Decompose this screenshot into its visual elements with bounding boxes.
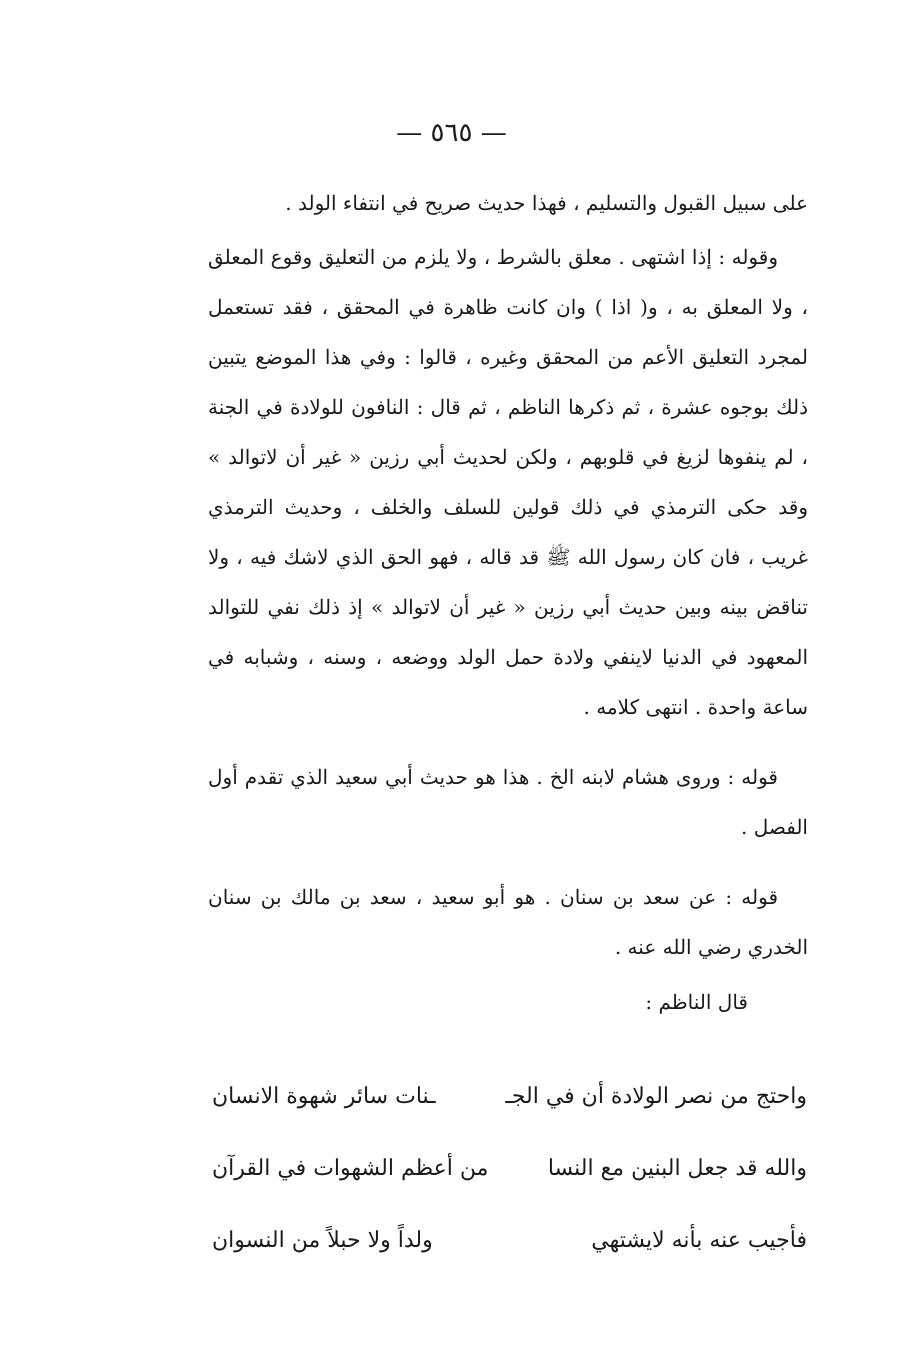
paragraph: قوله : عن سعد بن سنان . هو أبو سعيد ، سعد بن مالك بن سنان الخدري رضي الله عنه . [208,885,808,959]
verse-first-hemistich: والله قد جعل البنين مع النسا [547,1155,807,1181]
commentary-body [208,178,808,992]
verse-line [212,1132,807,1204]
poet-label: قال الناظم : [645,990,748,1014]
paragraph: على سبيل القبول والتسليم ، فهذا حديث صريح في انتفاء الولد . [285,191,808,215]
verse-first-hemistich: فأجيب عنه بأنه لايشتهي [591,1227,807,1253]
page-number: — ٥٦٥ — [396,118,507,148]
paragraph: قوله : وروى هشام لابنه الخ . هذا هو حديث أبي سعيد الذي تقدم أول الفصل . [208,765,808,839]
paragraph: وقوله : إذا اشتهى . معلق بالشرط ، ولا يلزم من التعليق وقوع المعلق ، ولا المعلق به ، و( اذا ) وان كانت ظاهرة في المحقق ، فقد تستعمل لمجرد التعليق الأعم من المحقق وغيره ، قالوا : وفي هذا الموضع يتبين ذلك بوجوه عشرة ، ثم ذكرها الناظم ، ثم قال : النافون للولادة في الجنة ، لم ينفوها لزيغ في قلوبهم ، ولكن لحديث أبي رزين « غير أن لاتوالد » وقد حكى الترمذي في ذلك قولين للسلف والخلف ، وحديث الترمذي غريب ، فان كان رسول الله ﷺ قد قاله ، فهو الحق الذي لاشك فيه ، ولا تناقض بينه وبين حديث أبي رزين « غير أن لاتوالد » إذ ذلك نفي للتوالد المعهود في الدنيا لاينفي ولادة حمل الولد ووضعه ، وسنه ، وشبابه في ساعة واحدة . انتهى كلامه . [208,245,808,719]
poem [212,1060,807,1276]
verse-first-hemistich: واحتج من نصر الولادة أن في الجـ [505,1083,807,1109]
verse-second-hemistich: ولداً ولا حبلاً من النسوان [212,1227,433,1253]
verse-line [212,1060,807,1132]
verse-second-hemistich: ـنات سائر شهوة الانسان [212,1083,436,1109]
verse-second-hemistich: من أعظم الشهوات في القرآن [212,1155,489,1181]
verse-line [212,1204,807,1276]
